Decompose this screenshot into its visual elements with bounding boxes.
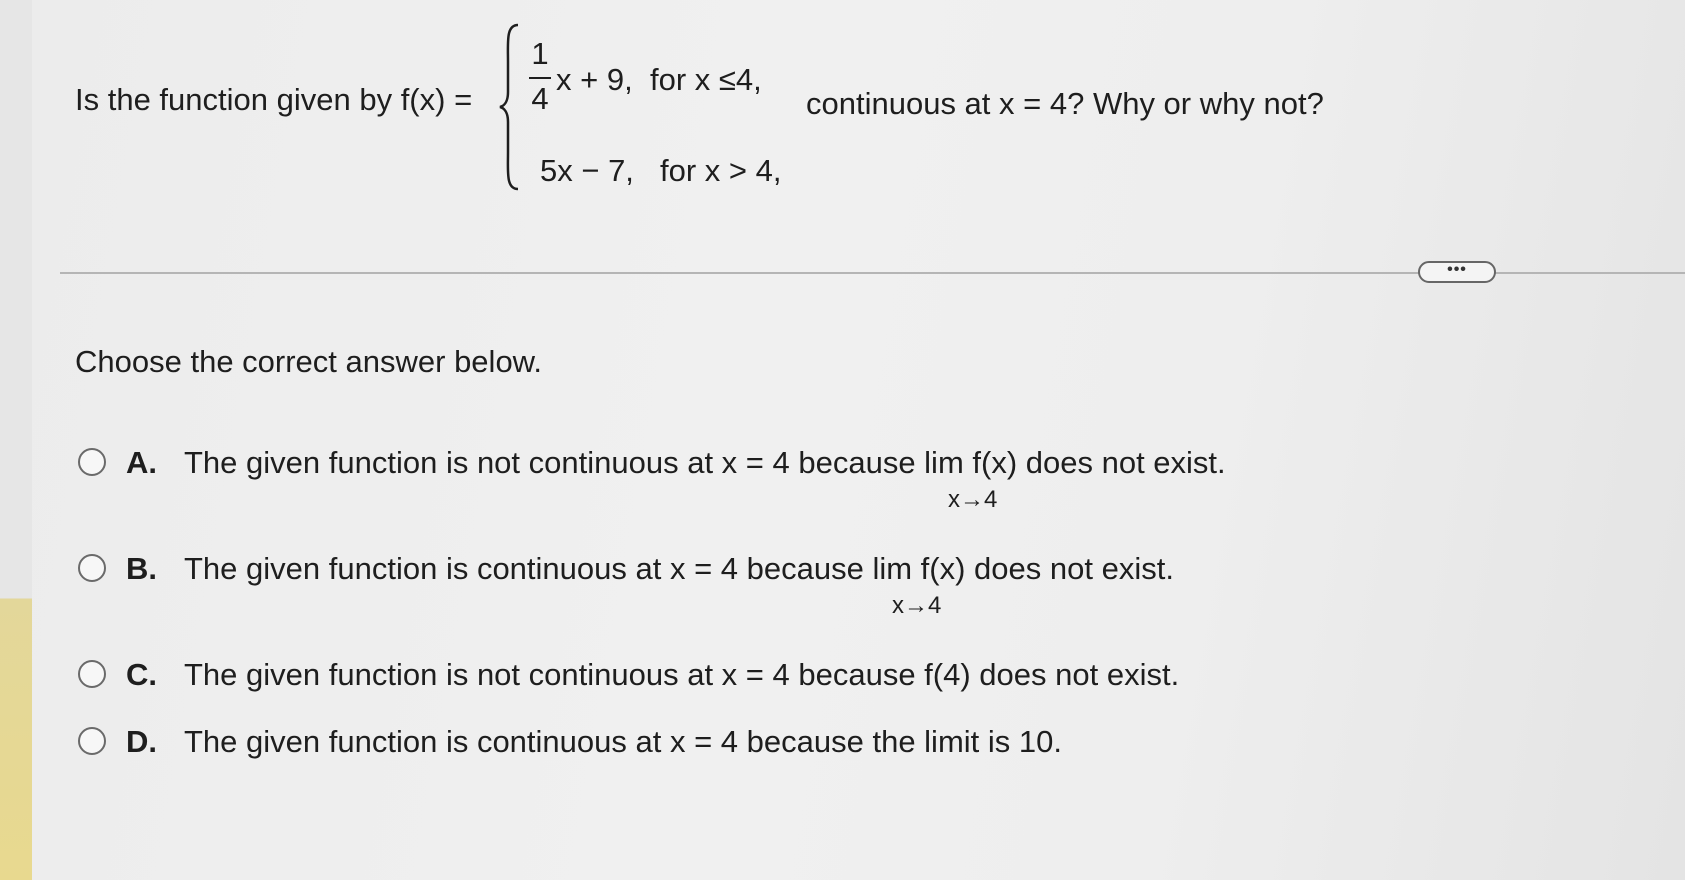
piece1-expression: x + 9,	[556, 62, 633, 97]
piece1-condition: for x ≤4,	[650, 62, 762, 97]
question-prefix: Is the function given by f(x) =	[75, 82, 473, 117]
limit-subscript: x→4	[948, 486, 998, 513]
fraction-numerator: 1	[531, 36, 549, 71]
piecewise-brace	[498, 22, 522, 192]
fraction-bar	[529, 77, 551, 79]
limit-subscript: x→4	[892, 592, 942, 619]
option-text: The given function is continuous at x = 4 because the limit is 10.	[184, 724, 1062, 759]
option-letter: D.	[126, 724, 157, 759]
option-letter: B.	[126, 551, 157, 586]
answer-option-a[interactable]	[78, 445, 1378, 513]
left-edge-strip	[0, 0, 32, 880]
fraction-denominator: 4	[531, 81, 549, 116]
piece2-condition: for x > 4,	[660, 153, 782, 188]
option-text: The given function is not continuous at x = 4 because lim f(x) does not exist.	[184, 445, 1226, 480]
option-text: The given function is continuous at x = 4 because lim f(x) does not exist.	[184, 551, 1174, 586]
radio-button-b[interactable]	[78, 554, 106, 582]
piece2-expression: 5x − 7,	[540, 153, 634, 188]
radio-button-d[interactable]	[78, 727, 106, 755]
more-options-button[interactable]: •••	[1418, 261, 1496, 283]
option-letter: A.	[126, 445, 157, 480]
option-text: The given function is not continuous at x = 4 because f(4) does not exist.	[184, 657, 1180, 692]
answer-option-c[interactable]	[78, 657, 1378, 720]
answer-prompt: Choose the correct answer below.	[75, 344, 542, 379]
answer-option-b[interactable]	[78, 551, 1378, 619]
radio-button-c[interactable]	[78, 660, 106, 688]
question-suffix: continuous at x = 4? Why or why not?	[806, 86, 1324, 121]
answer-option-d[interactable]	[78, 724, 1378, 787]
radio-button-a[interactable]	[78, 448, 106, 476]
option-letter: C.	[126, 657, 157, 692]
